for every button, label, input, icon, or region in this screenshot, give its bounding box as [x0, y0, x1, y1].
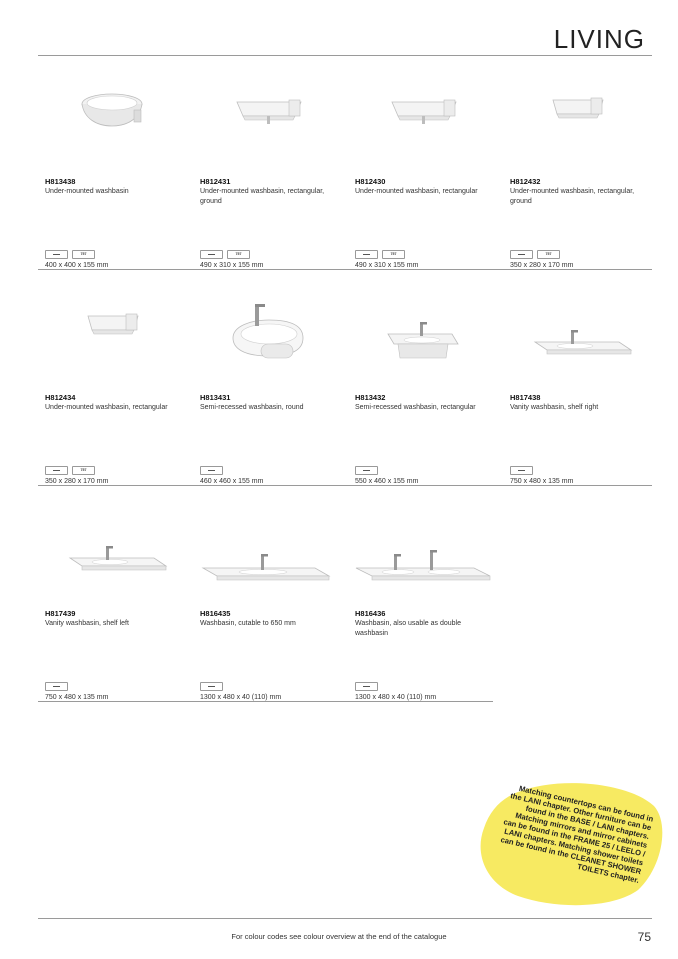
product-description: Semi-recessed washbasin, rectangular — [355, 404, 476, 411]
product-description: Semi-recessed washbasin, round — [200, 404, 304, 411]
header-divider — [38, 55, 652, 56]
product-row — [42, 502, 652, 702]
product-row — [42, 70, 652, 270]
colour-code-icon: 757 — [227, 250, 250, 259]
product-image[interactable] — [197, 70, 343, 170]
product-image[interactable] — [197, 502, 343, 602]
ceramic-bar-icon — [53, 254, 60, 256]
footer-divider — [38, 918, 652, 919]
ceramic-bar-icon — [363, 686, 370, 688]
row-divider — [38, 701, 493, 702]
product-image[interactable] — [197, 286, 343, 386]
ceramic-material-icon — [45, 682, 68, 691]
ceramic-material-icon — [355, 250, 378, 259]
matching-products-note: Matching countertops can be found in the LANI chapter. Other furniture can be found in the BASE / LANI chapters. Matching mirrors and mirror cabinets can be found in the FRAME 25 / LEELO / LANI chapters. Matching shower toilets can be found in the CLEANET SHOWER TOILETS chapter. — [499, 783, 655, 885]
material-icons — [355, 682, 378, 690]
material-icons — [45, 466, 95, 474]
product-dimensions: 490 x 310 x 155 mm — [200, 262, 264, 269]
product-card[interactable] — [197, 502, 343, 702]
product-code: H812430 — [355, 177, 386, 186]
ceramic-material-icon — [200, 682, 223, 691]
ceramic-material-icon — [355, 682, 378, 691]
ceramic-bar-icon — [518, 470, 525, 472]
product-image[interactable] — [42, 286, 188, 386]
product-description: Under-mounted washbasin — [45, 188, 129, 195]
product-description: Vanity washbasin, shelf left — [45, 620, 129, 627]
product-row — [42, 286, 652, 486]
ceramic-bar-icon — [53, 470, 60, 472]
product-code: H816435 — [200, 609, 231, 618]
product-code: H817438 — [510, 393, 541, 402]
product-dimensions: 400 x 400 x 155 mm — [45, 262, 109, 269]
material-icons — [510, 250, 560, 258]
ceramic-material-icon — [510, 466, 533, 475]
ceramic-material-icon — [355, 466, 378, 475]
ceramic-material-icon — [200, 466, 223, 475]
product-code: H812434 — [45, 393, 76, 402]
ceramic-bar-icon — [53, 686, 60, 688]
ceramic-bar-icon — [208, 254, 215, 256]
product-code: H812431 — [200, 177, 231, 186]
product-dimensions: 1300 x 480 x 40 (110) mm — [355, 694, 437, 701]
product-image[interactable] — [42, 502, 188, 602]
product-image[interactable] — [352, 286, 498, 386]
ceramic-bar-icon — [208, 470, 215, 472]
product-image[interactable] — [352, 70, 498, 170]
ceramic-material-icon — [510, 250, 533, 259]
product-card[interactable] — [352, 70, 498, 270]
product-dimensions: 1300 x 480 x 40 (110) mm — [200, 694, 282, 701]
product-description: Under-mounted washbasin, rectangular — [45, 404, 168, 411]
product-description: Under-mounted washbasin, rectangular — [355, 188, 478, 195]
footer-note: For colour codes see colour overview at the end of the catalogue — [231, 932, 447, 941]
colour-code-icon: 757 — [72, 250, 95, 259]
material-icons — [200, 682, 223, 690]
product-card[interactable] — [197, 70, 343, 270]
product-card[interactable] — [507, 70, 653, 270]
row-divider — [38, 485, 652, 486]
product-code: H813431 — [200, 393, 231, 402]
page-number: 75 — [637, 930, 651, 944]
ceramic-bar-icon — [363, 254, 370, 256]
product-code: H812432 — [510, 177, 541, 186]
product-image[interactable] — [507, 70, 653, 170]
product-description: Under-mounted washbasin, rectangular, ground — [200, 188, 325, 205]
product-card[interactable] — [42, 286, 188, 486]
product-code: H817439 — [45, 609, 76, 618]
product-card[interactable] — [352, 502, 498, 702]
product-dimensions: 350 x 280 x 170 mm — [45, 478, 109, 485]
ceramic-bar-icon — [363, 470, 370, 472]
material-icons — [200, 250, 250, 258]
ceramic-bar-icon — [518, 254, 525, 256]
product-description: Washbasin, cutable to 650 mm — [200, 620, 296, 627]
section-title: LIVING — [553, 24, 645, 54]
product-description: Washbasin, also usable as double washbasin — [355, 620, 461, 637]
product-card[interactable] — [42, 502, 188, 702]
ceramic-material-icon — [200, 250, 223, 259]
product-dimensions: 460 x 460 x 155 mm — [200, 478, 264, 485]
product-image[interactable] — [352, 502, 498, 602]
product-code: H813438 — [45, 177, 76, 186]
material-icons — [510, 466, 533, 474]
material-icons — [200, 466, 223, 474]
colour-code-icon: 757 — [72, 466, 95, 475]
product-card[interactable] — [352, 286, 498, 486]
ceramic-material-icon — [45, 466, 68, 475]
product-code: H816436 — [355, 609, 386, 618]
product-dimensions: 350 x 280 x 170 mm — [510, 262, 574, 269]
product-dimensions: 490 x 310 x 155 mm — [355, 262, 419, 269]
product-dimensions: 750 x 480 x 135 mm — [510, 478, 574, 485]
product-card[interactable] — [42, 70, 188, 270]
material-icons — [355, 466, 378, 474]
colour-code-icon: 757 — [382, 250, 405, 259]
ceramic-material-icon — [45, 250, 68, 259]
colour-code-icon: 757 — [537, 250, 560, 259]
product-code: H813432 — [355, 393, 386, 402]
material-icons — [45, 682, 68, 690]
product-description: Under-mounted washbasin, rectangular, ground — [510, 188, 635, 205]
product-image[interactable] — [507, 286, 653, 386]
row-divider — [38, 269, 652, 270]
material-icons — [45, 250, 95, 258]
product-card[interactable] — [197, 286, 343, 486]
product-card[interactable] — [507, 286, 653, 486]
product-dimensions: 750 x 480 x 135 mm — [45, 694, 109, 701]
product-description: Vanity washbasin, shelf right — [510, 404, 599, 411]
ceramic-bar-icon — [208, 686, 215, 688]
product-dimensions: 550 x 460 x 155 mm — [355, 478, 419, 485]
material-icons — [355, 250, 405, 258]
product-image[interactable] — [42, 70, 188, 170]
